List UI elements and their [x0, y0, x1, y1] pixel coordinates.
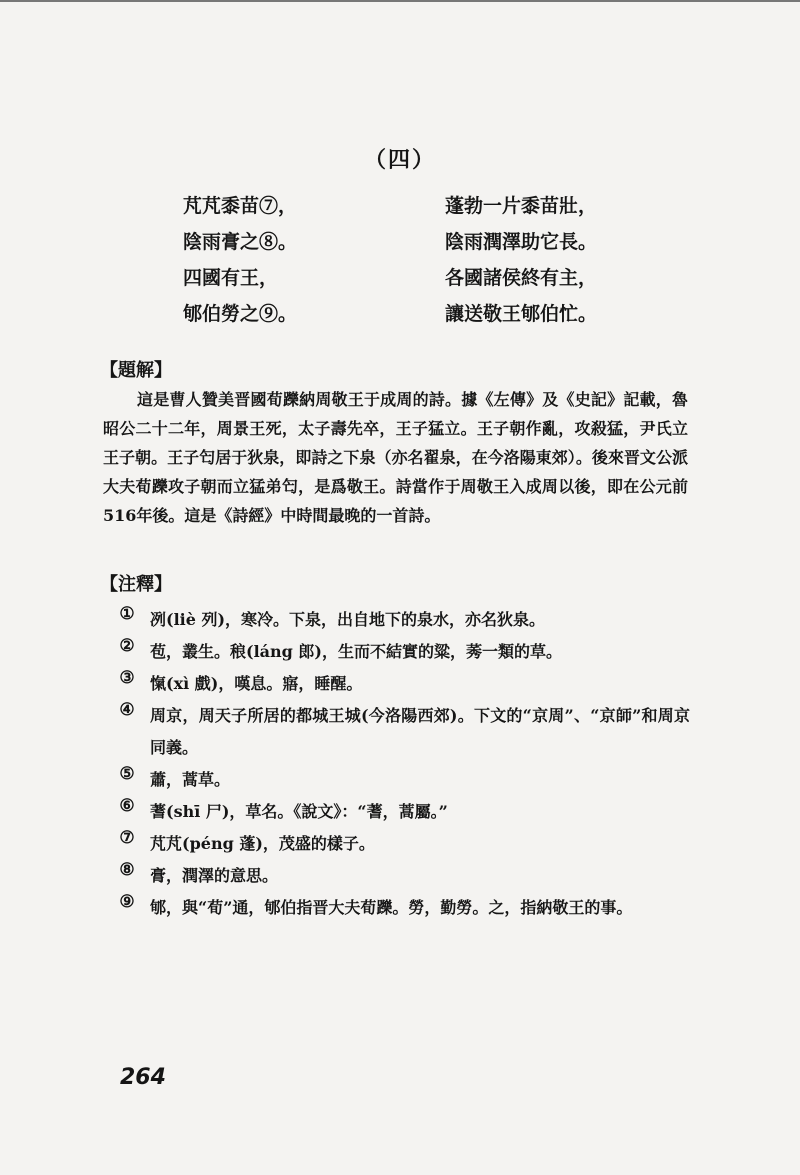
intro-heading: 【題解】: [100, 360, 172, 381]
note-text: 膏，潤澤的意思。: [150, 866, 279, 885]
note-text: 芃芃(péng 蓬)，茂盛的樣子。: [150, 834, 375, 853]
intro-paragraph: 這是曹人贊美晋國荀躒納周敬王于成周的詩。據《左傳》及《史記》記載，魯昭公二十二年，周景王死，太子壽先卒，王子猛立。王子朝作亂，攻殺猛，尹氏立王子朝。王子匄居于狄泉，即詩之下泉（亦名翟泉，在今洛陽東郊）。後來晋文公派大夫荀躒攻子朝而立猛弟匄，是爲敬王。詩當作于周敬王入成周以後，即在公元前516年後。這是《詩經》中時間最晚的一首詩。: [103, 390, 688, 525]
poem-translation-line: 蓬勃一片黍苗壯，: [445, 195, 598, 217]
poem-translation-line: 讓送敬王郇伯忙。: [445, 303, 598, 325]
poem-translation-line: 各國諸侯終有主，: [445, 267, 598, 289]
note-number: ⑧: [119, 860, 135, 880]
poem-block: [0, 188, 800, 328]
note-number: ⑨: [119, 892, 135, 912]
poem-original-line: 陰雨膏之⑧。: [183, 231, 298, 253]
poem-original-line: 芃芃黍苗⑦，: [183, 195, 298, 217]
note-text: 愾(xì 戲)，嘆息。寤，睡醒。: [150, 674, 363, 693]
note-text: 周京，周天子所居的都城王城(今洛陽西郊)。下文的“京周”、“京師”和周京同義。: [150, 706, 690, 757]
note-number: ②: [119, 636, 135, 656]
note-text: 苞，叢生。稂(láng 郎)，生而不結實的粱，莠一類的草。: [150, 642, 562, 661]
note-text: 冽(liè 列)，寒冷。下泉，出自地下的泉水，亦名狄泉。: [150, 610, 546, 629]
note-number: ④: [119, 700, 135, 720]
note-number: ③: [119, 668, 135, 688]
poem-original-line: 四國有王，: [183, 267, 279, 289]
note-number: ①: [119, 604, 135, 624]
page-number: 264: [120, 1065, 166, 1090]
poem-translation-line: 陰雨潤澤助它長。: [445, 231, 598, 253]
poem-original-line: 郇伯勞之⑨。: [183, 303, 298, 325]
note-text: 郇，與“荀”通，郇伯指晋大夫荀躒。勞，勤勞。之，指納敬王的事。: [150, 898, 633, 917]
note-number: ⑥: [119, 796, 135, 816]
note-number: ⑤: [119, 764, 135, 784]
note-number: ⑦: [119, 828, 135, 848]
note-text: 蓍(shī 尸)，草名。《說文》：“蓍，蒿屬。”: [150, 802, 448, 821]
notes-heading: 【注釋】: [100, 574, 172, 595]
note-text: 蕭，蒿草。: [150, 770, 231, 789]
section-title: （四）: [363, 147, 436, 173]
top-border-line: [0, 0, 800, 2]
poem-original-column: [183, 188, 297, 332]
poem-translation-column: [445, 188, 597, 332]
